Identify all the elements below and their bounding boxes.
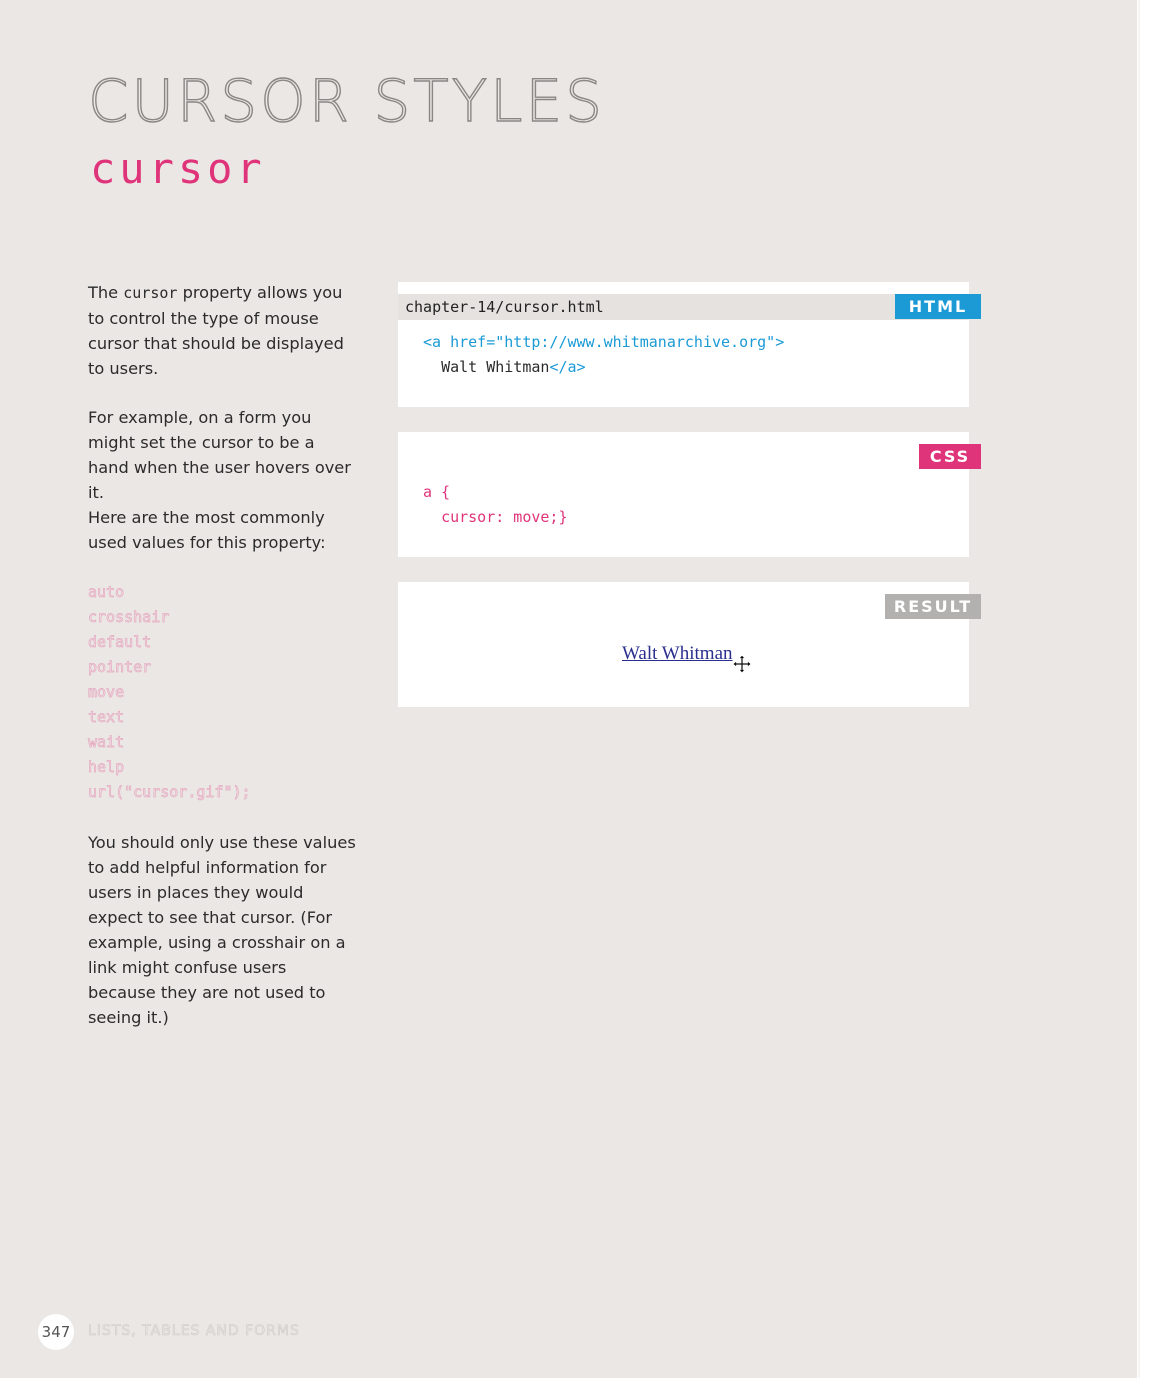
css-code-line-1: a { <box>423 483 451 501</box>
intro-text-before: The <box>88 283 124 302</box>
result-link[interactable]: Walt Whitman <box>622 643 733 664</box>
html-tag: HTML <box>895 294 981 319</box>
value-item: crosshair <box>88 608 170 626</box>
value-item: wait <box>88 733 125 751</box>
section-label: LISTS, TABLES AND FORMS <box>88 1323 300 1339</box>
value-item: url("cursor.gif"); <box>88 783 251 801</box>
cursor-values-list <box>88 580 251 805</box>
css-code-block <box>423 480 568 530</box>
move-cursor-icon <box>732 654 752 674</box>
result-panel <box>398 582 973 707</box>
css-code-panel <box>398 432 969 557</box>
css-tag: CSS <box>919 444 981 469</box>
html-code-text: Walt Whitman <box>441 358 550 376</box>
page-number: 347 <box>38 1314 74 1350</box>
html-code-close: </a> <box>549 358 586 376</box>
intro-text-after: property allows you to control the type of mouse cursor that should be displayed to users. <box>88 283 344 378</box>
value-item: default <box>88 633 152 651</box>
value-item: move <box>88 683 125 701</box>
value-item: pointer <box>88 658 152 676</box>
value-item: text <box>88 708 125 726</box>
inline-code-cursor: cursor <box>123 284 178 302</box>
intro-paragraph-1 <box>88 280 358 381</box>
value-item: help <box>88 758 125 776</box>
css-code-line-2: cursor: move;} <box>441 508 568 526</box>
closing-paragraph: You should only use these values to add helpful information for users in places they would expect to see that cursor. (For example, using a crosshair on a link might confuse users because they are not used to seeing it.) <box>88 833 356 1027</box>
value-item: auto <box>88 583 125 601</box>
html-code-panel <box>398 282 969 407</box>
html-code-line-1: <a href="http://www.whitmanarchive.org"> <box>423 333 785 351</box>
result-tag: RESULT <box>885 594 981 619</box>
filename-label: chapter-14/cursor.html <box>405 298 604 316</box>
page-title: CURSOR STYLES <box>88 67 605 135</box>
page-edge <box>1138 0 1140 1378</box>
intro-paragraph-3: Here are the most commonly used values for this property: <box>88 508 326 552</box>
html-code-block <box>423 330 784 380</box>
intro-paragraph-2: For example, on a form you might set the cursor to be a hand when the user hovers over it. <box>88 408 351 502</box>
page-subtitle: cursor <box>90 144 266 193</box>
